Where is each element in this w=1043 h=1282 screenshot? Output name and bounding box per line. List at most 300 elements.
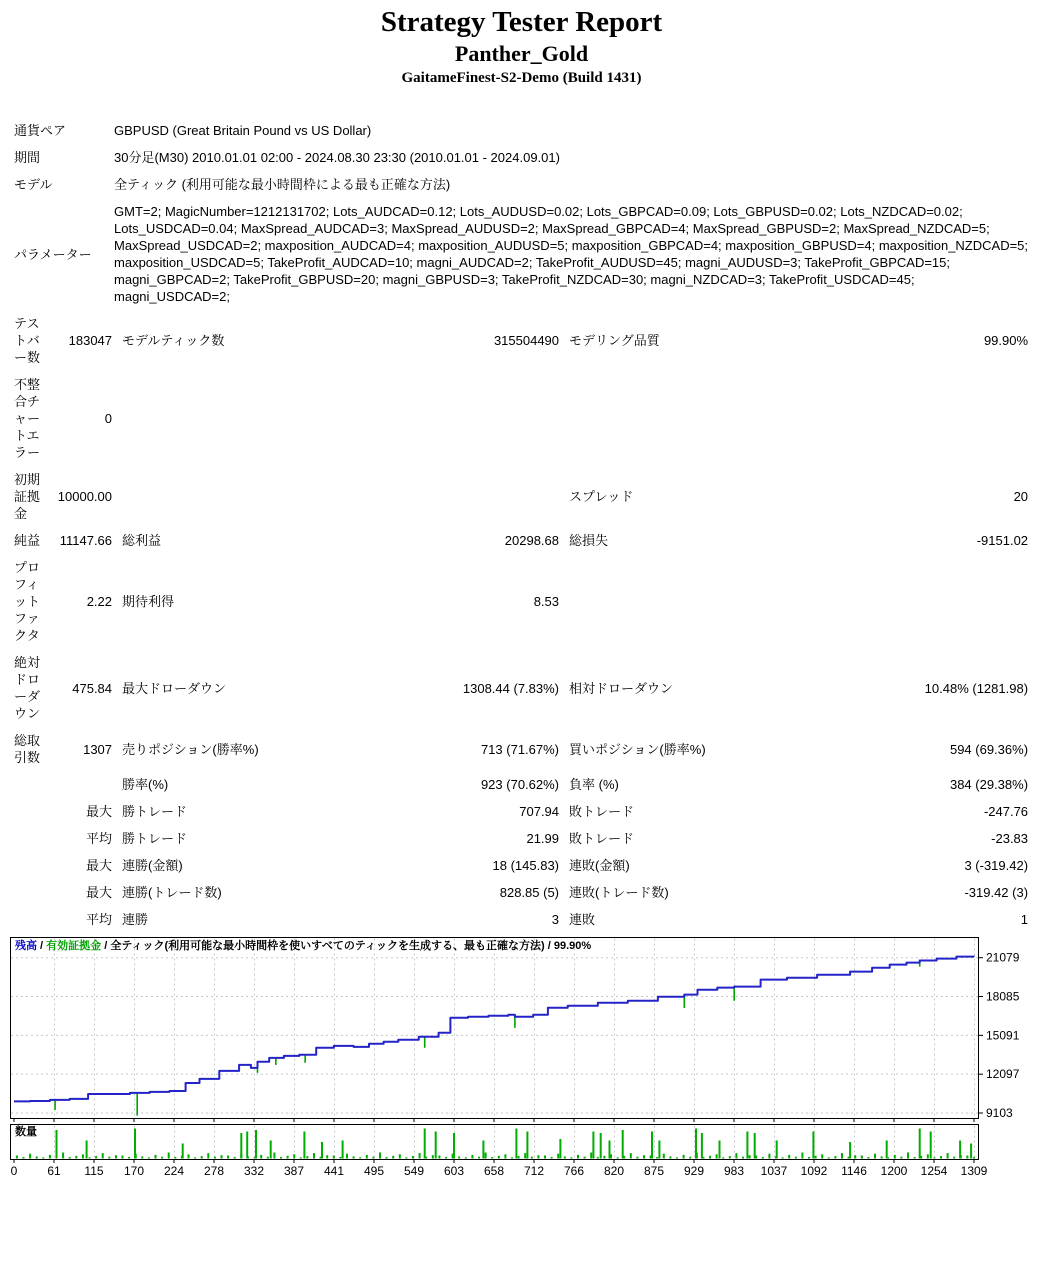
table-row — [14, 371, 1030, 466]
report-value: 20298.68 — [504, 533, 560, 548]
report-value — [52, 771, 114, 798]
report-label — [14, 771, 52, 798]
report-label: パラメーター — [14, 246, 92, 262]
report-label: モデル — [14, 177, 53, 192]
volume-bar — [557, 1154, 559, 1159]
volume-bar — [353, 1156, 355, 1158]
volume-bar — [194, 1157, 196, 1158]
report-value: 8.53 — [533, 594, 560, 609]
volume-bar — [49, 1155, 51, 1159]
table-row — [14, 554, 1030, 649]
volume-bar — [128, 1157, 130, 1159]
report-label — [114, 466, 404, 527]
report-label: 連勝(トレード数) — [122, 885, 222, 900]
x-tick-label: 115 — [84, 1164, 104, 1178]
report-value: 475.84 — [72, 680, 113, 696]
table-row — [14, 727, 1030, 771]
volume-bar — [372, 1157, 374, 1159]
report-label: 相対ドローダウン — [569, 680, 674, 696]
report-label: 絶対ドローダウン — [14, 655, 41, 721]
volume-bar — [526, 1132, 528, 1159]
x-tick-label: 278 — [203, 1164, 225, 1178]
volume-bar — [56, 1130, 58, 1159]
y-tick-label: 18085 — [986, 989, 1020, 1004]
report-value: 11147.66 — [59, 533, 113, 548]
volume-bar — [69, 1157, 71, 1159]
table-row — [14, 310, 1030, 371]
volume-bar — [636, 1157, 638, 1159]
report-value: 923 (70.62%) — [480, 777, 560, 792]
x-tick-label: 658 — [483, 1164, 505, 1178]
volume-bar — [676, 1157, 678, 1158]
volume-bar — [537, 1155, 539, 1158]
table-row — [14, 879, 1030, 906]
volume-bar — [280, 1157, 282, 1159]
volume-bar — [405, 1157, 407, 1158]
volume-bar — [927, 1154, 929, 1158]
volume-bar — [970, 1144, 972, 1159]
x-tick-label: 766 — [563, 1164, 585, 1178]
volume-bar — [432, 1155, 434, 1158]
volume-bar — [603, 1156, 605, 1159]
volume-bar — [326, 1155, 328, 1158]
legend-part: 残高 — [15, 940, 37, 952]
report-value: 10.48% (1281.98) — [924, 680, 1029, 696]
volume-bar — [300, 1157, 302, 1158]
volume-bar — [342, 1141, 344, 1159]
ea-name: Panther_Gold — [454, 41, 589, 66]
table-row — [14, 798, 1030, 825]
report-label: 負率 (%) — [569, 777, 619, 792]
report-value: 828.85 (5) — [499, 885, 560, 900]
volume-bar — [359, 1157, 361, 1158]
volume-bar — [293, 1154, 295, 1158]
volume-bar — [754, 1133, 756, 1159]
volume-bar — [515, 1129, 517, 1159]
x-tick-label: 1092 — [800, 1164, 828, 1178]
volume-bar — [188, 1154, 190, 1158]
report-label: スプレッド — [569, 489, 634, 504]
volume-bar — [663, 1154, 665, 1159]
report-label — [14, 879, 52, 906]
volume-bar — [524, 1153, 526, 1158]
volume-bar — [445, 1157, 447, 1159]
report-label: 連敗(トレード数) — [569, 885, 669, 900]
report-label: 買いポジション(勝率%) — [569, 741, 706, 757]
volume-bar — [559, 1139, 561, 1159]
volume-bar — [933, 1157, 935, 1158]
volume-bar — [23, 1157, 25, 1159]
report-label: 総取引数 — [14, 733, 41, 765]
report-label: 敗トレード — [569, 831, 635, 846]
volume-bar — [551, 1157, 553, 1159]
strategy-report-table — [14, 117, 1030, 933]
x-tick-label: 1146 — [841, 1164, 867, 1178]
volume-bar — [722, 1157, 724, 1158]
volume-bar — [201, 1156, 203, 1158]
report-value: 2.22 — [86, 594, 113, 609]
volume-bar — [287, 1156, 289, 1159]
volume-bar — [471, 1155, 473, 1159]
report-label — [14, 906, 52, 933]
volume-bar — [82, 1154, 84, 1158]
y-tick-label: 21079 — [986, 950, 1020, 965]
volume-bar — [246, 1132, 248, 1159]
volume-bar — [658, 1141, 660, 1159]
report-label: モデリング品質 — [569, 333, 660, 348]
volume-bar — [812, 1132, 814, 1159]
page-title: Strategy Tester Report — [380, 6, 663, 38]
report-value — [404, 466, 561, 527]
volume-bar — [435, 1132, 437, 1159]
volume-bar — [762, 1157, 764, 1159]
volume-bar — [622, 1130, 624, 1159]
volume-bar — [234, 1157, 236, 1159]
x-tick-label: 61 — [47, 1164, 61, 1178]
table-row — [14, 825, 1030, 852]
table-row — [14, 117, 1030, 144]
volume-bar — [584, 1157, 586, 1159]
volume-bar — [719, 1141, 721, 1159]
report-label: テストバー数 — [14, 316, 41, 365]
volume-bar — [42, 1157, 44, 1158]
volume-bar — [788, 1155, 790, 1159]
report-header — [0, 6, 1043, 87]
x-tick-label: 224 — [163, 1164, 185, 1178]
volume-bar — [867, 1157, 869, 1159]
report-label: GMT=2; MagicNumber=1212131702; Lots_AUDCAD=0.12; Lots_AUDUSD=0.02; Lots_GBPCAD=0.09; Lots_GBPUSD=0.02; Lots_NZDCAD=0.02; Lots_USDCAD=0.04; MaxSpread_AUDCAD=3; MaxSpread_AUDUSD=2; MaxSpread_GBPCAD=4; MaxSpread_GBPUSD=2; MaxSpread_NZDCAD=5; MaxSpread_USDCAD=2; maxposition_AUDCAD=4; maxposition_AUDUSD=5; maxposition_GBPCAD=4; maxposition_GBPUSD=4; maxposition_NZDCAD=5; maxposition_USDCAD=5; TakeProfit_AUDCAD=10; magni_AUDCAD=2; TakeProfit_AUDUSD=45; magni_AUDUSD=3; TakeProfit_GBPCAD=15; magni_GBPCAD=2; TakeProfit_GBPUSD=20; magni_GBPUSD=3; TakeProfit_NZDCAD=30; magni_NZDCAD=3; TakeProfit_USDCAD=45; magni_USDCAD=2; — [114, 204, 1029, 304]
volume-bar — [701, 1133, 703, 1159]
volume-bar — [141, 1156, 143, 1158]
report-value: 21.99 — [526, 831, 560, 846]
report-label — [14, 798, 52, 825]
volume-bar — [592, 1132, 594, 1159]
volume-bar — [795, 1157, 797, 1159]
x-tick-label: 712 — [523, 1164, 545, 1178]
volume-bar — [630, 1153, 632, 1158]
volume-bar — [478, 1157, 480, 1159]
report-value: 713 (71.67%) — [480, 741, 560, 757]
volume-bar — [458, 1156, 460, 1158]
volume-bar — [683, 1155, 685, 1159]
volume-bar — [953, 1157, 955, 1159]
volume-bar — [366, 1155, 368, 1159]
report-label: 連勝 — [122, 912, 149, 927]
volume-bar — [590, 1153, 592, 1159]
x-tick-label: 875 — [643, 1164, 665, 1178]
volume-bar — [182, 1144, 184, 1159]
table-row — [14, 171, 1030, 198]
volume-bar — [86, 1141, 88, 1159]
volume-bar — [270, 1141, 272, 1159]
volume-bar — [695, 1129, 697, 1159]
report-value: 707.94 — [519, 804, 560, 819]
volume-bar — [89, 1157, 91, 1158]
volume-bar — [782, 1157, 784, 1158]
table-row — [14, 198, 1030, 310]
y-tick-label: 15091 — [986, 1028, 1020, 1043]
volume-bar — [849, 1142, 851, 1159]
table-row — [14, 527, 1030, 554]
report-label: 売りポジション(勝率%) — [122, 741, 259, 757]
volume-bar — [828, 1157, 830, 1158]
volume-bar — [207, 1153, 209, 1158]
report-label: プロフィットファクタ — [14, 560, 41, 643]
volume-bar — [656, 1157, 658, 1159]
volume-bar — [854, 1155, 856, 1158]
report-value: 20 — [1013, 489, 1029, 504]
report-label: 全ティック (利用可能な最小時間枠による最も正確な方法) — [114, 177, 451, 192]
report-label — [14, 852, 52, 879]
report-value: -319.42 (3) — [964, 885, 1029, 900]
volume-bar — [267, 1157, 269, 1159]
volume-bar — [491, 1157, 493, 1159]
volume-bar — [600, 1133, 602, 1159]
volume-bar — [907, 1153, 909, 1159]
table-row — [14, 906, 1030, 933]
report-value: 18 (145.83) — [492, 858, 560, 873]
report-label: 不整合チャートエラー — [14, 377, 41, 460]
volume-bar — [577, 1155, 579, 1159]
report-label: 連敗 — [569, 912, 596, 927]
volume-bar — [321, 1142, 323, 1159]
report-value: 3 — [551, 912, 560, 927]
legend-part: / — [37, 940, 47, 952]
y-tick-label: 9103 — [986, 1106, 1013, 1120]
report-value: 183047 — [68, 333, 113, 348]
volume-bar — [95, 1156, 97, 1158]
volume-bar — [227, 1156, 229, 1159]
y-tick-label: 12097 — [986, 1067, 1020, 1082]
x-tick-label: 1200 — [880, 1164, 908, 1178]
report-label: 30分足(M30) 2010.01.01 02:00 - 2024.08.30 23:30 (2010.01.01 - 2024.09.01) — [114, 150, 560, 165]
volume-bar — [609, 1141, 611, 1159]
legend-part: 有効証拠金 — [46, 940, 102, 952]
report-value: 最大 — [86, 804, 113, 819]
report-label: 連敗(金額) — [569, 858, 630, 873]
y-axis-labels — [979, 951, 1020, 1120]
report-value: 384 (29.38%) — [949, 777, 1029, 792]
report-label: モデルティック数 — [122, 333, 225, 348]
volume-bar — [438, 1156, 440, 1159]
volume-bar — [689, 1157, 691, 1159]
report-value: 315504490 — [493, 333, 560, 348]
x-tick-label: 549 — [403, 1164, 425, 1178]
volume-bar — [947, 1153, 949, 1158]
x-tick-label: 495 — [363, 1164, 385, 1178]
x-tick-label: 983 — [723, 1164, 745, 1178]
report-value: 平均 — [86, 831, 113, 846]
volume-bar — [303, 1132, 305, 1159]
volume-bar — [651, 1132, 653, 1159]
volume-bar — [973, 1157, 975, 1159]
volume-bar — [669, 1156, 671, 1158]
volume-bar — [148, 1157, 150, 1158]
volume-bar — [894, 1155, 896, 1159]
volume-bar — [504, 1154, 506, 1158]
volume-bar — [255, 1130, 257, 1159]
volume-bar — [886, 1141, 888, 1159]
report-value: 594 (69.36%) — [949, 741, 1029, 757]
volume-bar — [16, 1156, 18, 1159]
volume-bar — [115, 1155, 117, 1158]
volume-bar — [544, 1156, 546, 1159]
report-value: -9151.02 — [976, 533, 1029, 548]
report-value: -23.83 — [991, 831, 1029, 846]
volume-bar — [122, 1156, 124, 1159]
volume-bar — [379, 1153, 381, 1159]
volume-bar — [392, 1156, 394, 1159]
report-label: 初期証拠金 — [14, 472, 41, 521]
volume-bar — [930, 1132, 932, 1159]
volume-bar — [881, 1156, 883, 1158]
report-value — [801, 554, 1030, 649]
report-value: 10000.00 — [57, 489, 113, 504]
report-value: 最大 — [86, 858, 113, 873]
volume-bar — [399, 1154, 401, 1158]
report-label: 総利益 — [122, 533, 162, 548]
volume-bar — [900, 1157, 902, 1159]
x-tick-label: 1037 — [760, 1164, 788, 1178]
volume-bar — [240, 1133, 242, 1159]
volume-bar — [959, 1141, 961, 1159]
volume-bar — [919, 1129, 921, 1159]
volume-bar — [518, 1156, 520, 1158]
report-value: 1308.44 (7.83%) — [462, 680, 560, 696]
volume-bar — [75, 1156, 77, 1159]
volume-bar — [564, 1156, 566, 1158]
volume-bar — [339, 1157, 341, 1159]
volume-bar — [966, 1156, 968, 1159]
x-tick-label: 441 — [323, 1164, 345, 1178]
x-tick-label: 332 — [243, 1164, 265, 1178]
volume-bar — [716, 1154, 718, 1158]
server-build: GaitameFinest-S2-Demo (Build 1431) — [401, 70, 642, 86]
report-value: 1 — [1020, 912, 1029, 927]
volume-bar — [214, 1157, 216, 1159]
report-label: 純益 — [14, 533, 41, 548]
volume-bar — [597, 1157, 599, 1159]
volume-bar — [482, 1141, 484, 1159]
volume-bar — [801, 1153, 803, 1159]
volume-bar — [260, 1155, 262, 1159]
report-label: 勝トレード — [122, 831, 188, 846]
volume-bar — [570, 1157, 572, 1158]
legend-part: 全ティック(利用可能な最小時間枠を使いすべてのティックを生成する、最も正確な方法) / 99.90% — [110, 940, 592, 952]
report-label: 最大ドローダウン — [122, 680, 227, 696]
volume-bar — [221, 1155, 223, 1158]
report-label — [114, 371, 1030, 466]
table-row — [14, 852, 1030, 879]
volume-bar — [511, 1157, 513, 1158]
volume-bar — [155, 1155, 157, 1159]
volume-bar — [62, 1153, 64, 1159]
volume-bar — [161, 1157, 163, 1159]
balance-chart — [0, 937, 1043, 1183]
volume-bar — [861, 1156, 863, 1159]
volume-bar — [386, 1157, 388, 1159]
legend-part: / — [101, 940, 111, 952]
volume-bar — [749, 1155, 751, 1158]
volume-bar — [424, 1129, 426, 1159]
x-tick-label: 929 — [683, 1164, 705, 1178]
report-label: GBPUSD (Great Britain Pound vs US Dollar) — [114, 123, 372, 138]
volume-bar — [108, 1157, 110, 1159]
volume-bar — [643, 1155, 645, 1158]
volume-bar — [313, 1153, 315, 1158]
volume-bar — [531, 1157, 533, 1159]
volume-bar — [102, 1153, 104, 1158]
x-tick-label: 603 — [443, 1164, 465, 1178]
x-tick-label: 820 — [603, 1164, 625, 1178]
report-value: 99.90% — [983, 333, 1029, 348]
volume-bar — [709, 1156, 711, 1159]
volume-panel-label: 数量 — [15, 1126, 37, 1138]
x-tick-label: 0 — [10, 1164, 18, 1178]
x-tick-label: 1309 — [960, 1164, 988, 1178]
volume-bar — [498, 1156, 500, 1159]
report-label: 連勝(金額) — [122, 858, 183, 873]
volume-bar — [174, 1157, 176, 1159]
volume-bar — [485, 1153, 487, 1159]
volume-bar — [742, 1157, 744, 1159]
report-label: 総損失 — [569, 533, 609, 548]
volume-bar — [735, 1153, 737, 1158]
volume-bar — [419, 1153, 421, 1158]
volume-bar — [815, 1156, 817, 1159]
report-value: 平均 — [86, 912, 113, 927]
volume-bar — [834, 1156, 836, 1158]
volume-bar — [808, 1157, 810, 1159]
volume-bar — [841, 1153, 843, 1158]
volume-bar — [729, 1156, 731, 1158]
report-label: 期待利得 — [122, 594, 175, 609]
volume-bar — [36, 1156, 38, 1158]
volume-bar — [776, 1141, 778, 1159]
report-value: 3 (-319.42) — [964, 858, 1029, 873]
report-value: -247.76 — [983, 804, 1029, 819]
report-label: 勝トレード — [122, 804, 188, 819]
volume-bar — [168, 1153, 170, 1159]
volume-bar — [617, 1157, 619, 1158]
volume-bar — [346, 1154, 348, 1159]
table-row — [14, 144, 1030, 171]
table-row — [14, 649, 1030, 727]
report-label: 敗トレード — [569, 804, 635, 819]
table-row — [14, 771, 1030, 798]
volume-bar — [134, 1129, 136, 1159]
x-tick-label: 170 — [123, 1164, 145, 1178]
volume-bar — [465, 1157, 467, 1158]
report-label: 期間 — [14, 150, 41, 165]
report-label — [14, 825, 52, 852]
table-row — [14, 466, 1030, 527]
volume-bar — [29, 1154, 31, 1159]
balance-chart-section — [0, 937, 1043, 1188]
volume-bar — [746, 1132, 748, 1159]
volume-bar — [453, 1133, 455, 1159]
volume-bar — [412, 1156, 414, 1158]
volume-bar — [940, 1156, 942, 1158]
report-value: 最大 — [86, 885, 113, 900]
report-label: 通貨ペア — [14, 123, 67, 138]
chart-legend — [15, 938, 591, 952]
volume-bar — [273, 1153, 275, 1159]
volume-bar — [874, 1154, 876, 1159]
volume-bar — [821, 1154, 823, 1158]
report-label — [561, 554, 801, 649]
volume-bar — [914, 1157, 916, 1159]
